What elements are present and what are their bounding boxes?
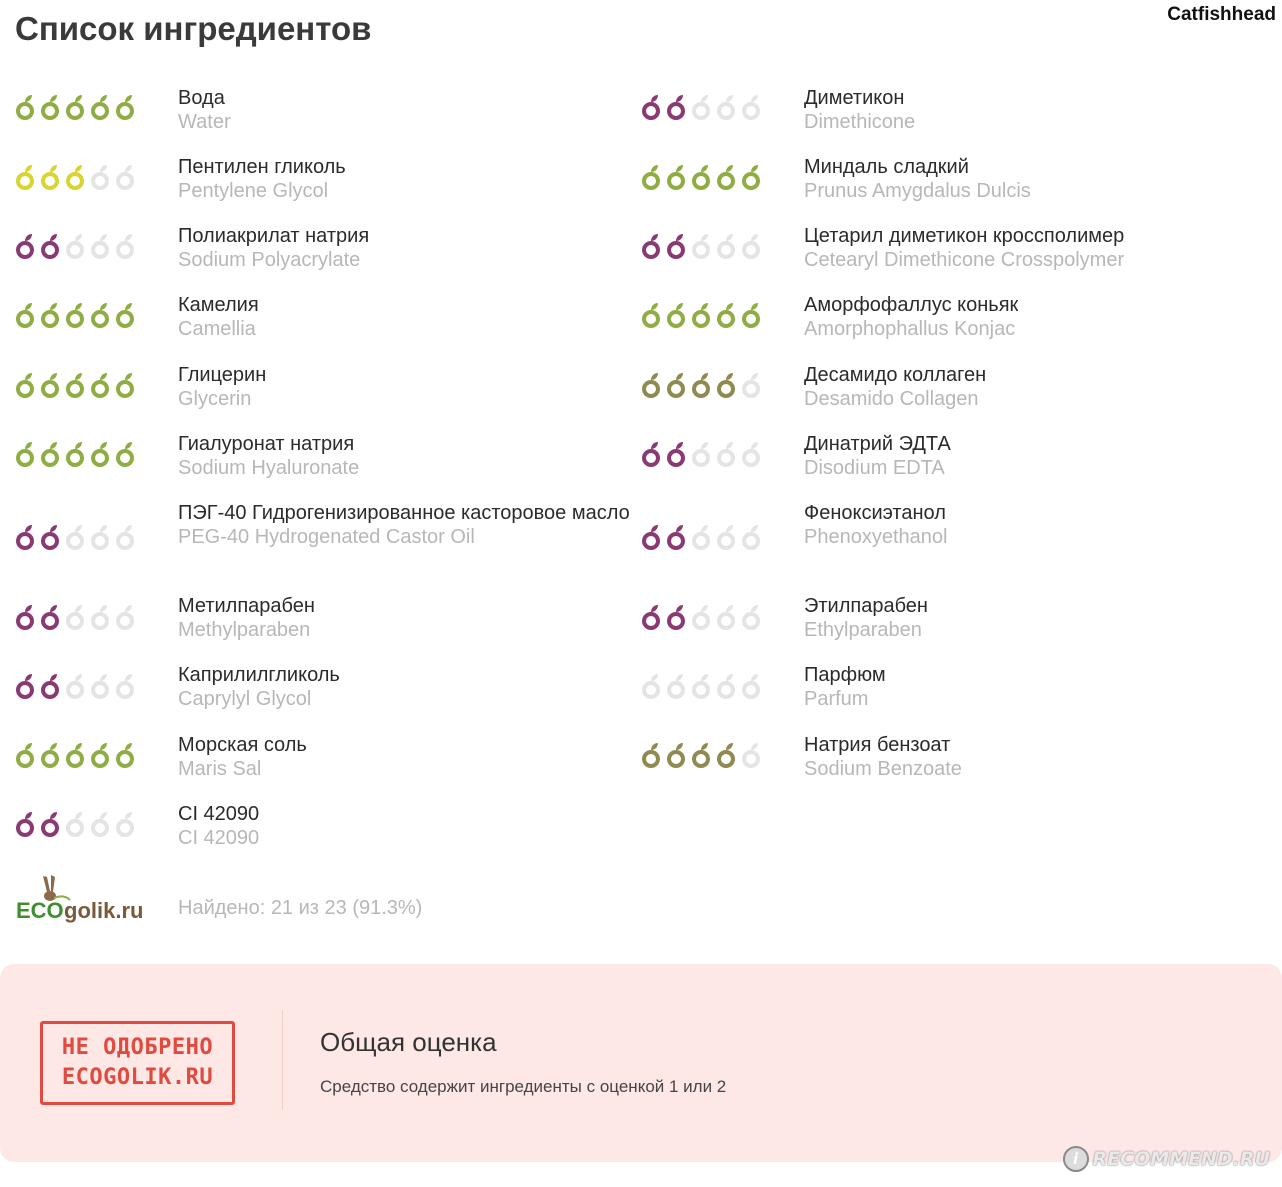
rating-drop-filled-icon <box>64 441 86 467</box>
rating-drop-empty-icon <box>715 94 737 120</box>
rating-drop-filled-icon <box>39 742 61 768</box>
recommend-logo-icon: i <box>1063 1146 1089 1172</box>
rating-drop-empty-icon <box>740 372 762 398</box>
ingredient-names <box>178 86 638 134</box>
rating-drops <box>640 604 762 630</box>
rating-drop-empty-icon <box>740 94 762 120</box>
rating-drop-filled-icon <box>39 233 61 259</box>
ecogolik-logo[interactable] <box>14 872 156 924</box>
rating-drop-filled-icon <box>665 604 687 630</box>
rating-drops <box>14 811 136 837</box>
rating-drop-filled-icon <box>89 302 111 328</box>
rating-drops <box>14 233 136 259</box>
rating-drops <box>640 372 762 398</box>
rating-drop-filled-icon <box>14 302 36 328</box>
rating-drop-empty-icon <box>740 441 762 467</box>
rating-drop-empty-icon <box>89 524 111 550</box>
rating-drop-empty-icon <box>740 742 762 768</box>
rating-drop-filled-icon <box>14 372 36 398</box>
rating-drop-empty-icon <box>64 604 86 630</box>
ingredient-name-ru[interactable]: Гиалуронат натрия <box>178 433 355 455</box>
rating-drop-filled-icon <box>89 441 111 467</box>
rating-drop-filled-icon <box>14 164 36 190</box>
ingredient-name-ru[interactable]: Морская соль <box>178 734 307 756</box>
rating-drop-empty-icon <box>715 524 737 550</box>
rating-drop-filled-icon <box>690 372 712 398</box>
rating-drops <box>14 164 136 190</box>
rating-drop-filled-icon <box>39 302 61 328</box>
rating-drop-empty-icon <box>114 811 136 837</box>
rating-drop-filled-icon <box>114 302 136 328</box>
ingredient-name-en: Sodium Polyacrylate <box>178 249 361 271</box>
rating-drop-filled-icon <box>39 164 61 190</box>
rating-drop-filled-icon <box>39 524 61 550</box>
rating-drop-filled-icon <box>64 742 86 768</box>
page-title: Список ингредиентов <box>15 10 372 47</box>
recommend-watermark-text: RECOMMEND.RU <box>1092 1148 1270 1170</box>
svg-text:golik.ru: golik.ru <box>64 898 144 923</box>
rating-drops <box>14 372 136 398</box>
ingredient-name-en: Maris Sal <box>178 758 262 780</box>
rating-drop-empty-icon <box>715 673 737 699</box>
rating-drop-filled-icon <box>640 524 662 550</box>
rating-drop-filled-icon <box>715 372 737 398</box>
ingredient-name-ru[interactable]: Парфюм <box>804 664 886 686</box>
rating-drop-filled-icon <box>114 441 136 467</box>
ingredient-name-en: Dimethicone <box>804 111 916 133</box>
rating-drop-filled-icon <box>39 673 61 699</box>
rating-drop-filled-icon <box>690 742 712 768</box>
ingredient-names <box>804 155 1264 203</box>
ingredient-names <box>178 155 638 203</box>
ingredient-names <box>178 224 638 272</box>
rating-drops <box>14 673 136 699</box>
rating-drop-empty-icon <box>690 233 712 259</box>
rating-drops <box>14 302 136 328</box>
ingredient-names <box>178 663 638 711</box>
rating-drop-filled-icon <box>715 164 737 190</box>
ingredient-names <box>804 501 1264 549</box>
rating-drop-filled-icon <box>14 673 36 699</box>
rating-drop-empty-icon <box>740 233 762 259</box>
rating-drop-empty-icon <box>740 524 762 550</box>
ingredient-name-en: Pentylene Glycol <box>178 180 329 202</box>
rating-drop-empty-icon <box>640 673 662 699</box>
rating-drop-empty-icon <box>740 673 762 699</box>
rating-drop-empty-icon <box>690 441 712 467</box>
rating-drop-empty-icon <box>690 604 712 630</box>
ingredient-names <box>178 363 638 411</box>
rating-drop-filled-icon <box>114 372 136 398</box>
rating-drop-filled-icon <box>14 742 36 768</box>
rating-drop-filled-icon <box>14 441 36 467</box>
recommend-watermark <box>1063 1146 1270 1172</box>
rating-drops <box>640 302 762 328</box>
rating-drop-filled-icon <box>89 742 111 768</box>
summary-panel <box>0 964 1282 1162</box>
rating-drop-empty-icon <box>690 673 712 699</box>
rating-drop-empty-icon <box>64 673 86 699</box>
ingredient-name-ru[interactable]: ПЭГ-40 Гидрогенизированное касторовое масло <box>178 502 630 524</box>
ingredient-names <box>804 733 1264 781</box>
ingredient-name-en: Ethylparaben <box>804 619 922 641</box>
found-count: Найдено: 21 из 23 (91.3%) <box>178 897 423 919</box>
ingredient-name-ru[interactable]: Аморфофаллус коньяк <box>804 294 1019 316</box>
ingredient-names <box>804 86 1264 134</box>
ingredient-name-ru[interactable]: Глицерин <box>178 364 267 386</box>
rating-drops <box>640 441 762 467</box>
rating-drops <box>640 164 762 190</box>
ingredient-name-ru[interactable]: Феноксиэтанол <box>804 502 946 524</box>
rating-drops <box>14 604 136 630</box>
rating-drop-filled-icon <box>64 372 86 398</box>
rating-drop-filled-icon <box>640 742 662 768</box>
rating-drop-filled-icon <box>665 302 687 328</box>
rating-drop-filled-icon <box>14 604 36 630</box>
rating-drop-filled-icon <box>64 302 86 328</box>
rating-drops <box>14 94 136 120</box>
ingredient-name-ru[interactable]: Диметикон <box>804 87 905 109</box>
rating-drop-filled-icon <box>665 742 687 768</box>
rating-drops <box>640 742 762 768</box>
ingredient-name-en: Sodium Hyaluronate <box>178 457 360 479</box>
author-watermark: Catfishhead <box>1167 4 1276 25</box>
rating-drop-filled-icon <box>690 164 712 190</box>
rating-drop-empty-icon <box>89 673 111 699</box>
rating-drop-filled-icon <box>39 441 61 467</box>
rating-drop-empty-icon <box>715 233 737 259</box>
ingredient-name-ru[interactable]: Десамидо коллаген <box>804 364 987 386</box>
ingredient-name-en: Water <box>178 111 231 133</box>
ingredient-name-ru[interactable]: Цетарил диметикон кроссполимер <box>804 225 1125 247</box>
ingredient-name-en: Camellia <box>178 318 256 340</box>
ingredient-name-ru[interactable]: Миндаль сладкий <box>804 156 969 178</box>
rating-drop-filled-icon <box>39 811 61 837</box>
ingredient-name-ru[interactable]: Полиакрилат натрия <box>178 225 370 247</box>
divider <box>282 1010 283 1110</box>
ingredient-name-en: Sodium Benzoate <box>804 758 962 780</box>
rating-drop-empty-icon <box>665 673 687 699</box>
rating-drop-empty-icon <box>740 604 762 630</box>
rating-drop-empty-icon <box>114 673 136 699</box>
rating-drop-filled-icon <box>640 604 662 630</box>
rating-drop-filled-icon <box>114 742 136 768</box>
rating-drop-filled-icon <box>665 372 687 398</box>
ingredient-names <box>804 224 1264 272</box>
ingredient-names <box>804 363 1264 411</box>
stamp-line-1: НЕ ОДОБРЕНО <box>61 1035 214 1060</box>
ingredient-name-en: Disodium EDTA <box>804 457 945 479</box>
rating-drop-filled-icon <box>715 302 737 328</box>
rating-drop-filled-icon <box>64 164 86 190</box>
ingredient-names <box>804 293 1264 341</box>
rating-drop-filled-icon <box>740 302 762 328</box>
ingredient-name-ru[interactable]: Этилпарабен <box>804 595 928 617</box>
ingredient-name-ru[interactable]: Динатрий ЭДТА <box>804 433 951 455</box>
rating-drop-empty-icon <box>114 604 136 630</box>
ingredient-name-en: Caprylyl Glycol <box>178 688 312 710</box>
ingredient-names <box>804 663 1264 711</box>
ingredient-name-en: PEG-40 Hydrogenated Castor Oil <box>178 526 475 548</box>
ingredient-names <box>178 802 638 850</box>
rating-drop-filled-icon <box>14 233 36 259</box>
rating-drop-empty-icon <box>114 524 136 550</box>
ingredient-names <box>178 293 638 341</box>
ingredient-name-en: Prunus Amygdalus Dulcis <box>804 180 1031 202</box>
rating-drop-empty-icon <box>690 524 712 550</box>
ingredient-names <box>178 432 638 480</box>
ingredient-name-ru[interactable]: Метилпарабен <box>178 595 315 617</box>
ingredient-name-ru[interactable]: Пентилен гликоль <box>178 156 346 178</box>
svg-text:ECO: ECO <box>16 898 64 923</box>
ingredient-names <box>804 594 1264 642</box>
rating-drops <box>14 742 136 768</box>
ingredient-name-en: Cetearyl Dimethicone Crosspolymer <box>804 249 1125 271</box>
rating-drop-filled-icon <box>740 164 762 190</box>
rating-drop-empty-icon <box>89 233 111 259</box>
summary-text: Средство содержит ингредиенты с оценкой 1 или 2 <box>320 1077 727 1096</box>
stamp-line-2: ECOGOLIK.RU <box>61 1065 214 1090</box>
rating-drop-filled-icon <box>39 372 61 398</box>
ingredient-name-ru[interactable]: Вода <box>178 87 225 109</box>
ingredient-name-en: Phenoxyethanol <box>804 526 948 548</box>
rating-drop-empty-icon <box>64 524 86 550</box>
rating-drop-empty-icon <box>64 811 86 837</box>
rating-drop-filled-icon <box>14 94 36 120</box>
ingredient-name-en: Glycerin <box>178 388 252 410</box>
rating-drop-filled-icon <box>665 164 687 190</box>
ingredient-names <box>804 432 1264 480</box>
rating-drop-filled-icon <box>640 441 662 467</box>
ingredient-name-en: CI 42090 <box>178 827 260 849</box>
rating-drops <box>640 673 762 699</box>
ingredient-name-en: Methylparaben <box>178 619 311 641</box>
rating-drop-filled-icon <box>39 604 61 630</box>
rating-drop-filled-icon <box>640 233 662 259</box>
ingredient-name-ru[interactable]: Натрия бензоат <box>804 734 951 756</box>
summary-title: Общая оценка <box>320 1027 497 1057</box>
ingredient-names <box>178 594 638 642</box>
rating-drop-filled-icon <box>640 164 662 190</box>
rating-drop-filled-icon <box>14 524 36 550</box>
not-approved-stamp <box>40 1021 235 1105</box>
ingredient-name-ru[interactable]: Камелия <box>178 294 259 316</box>
rating-drop-filled-icon <box>665 233 687 259</box>
rating-drop-empty-icon <box>690 94 712 120</box>
ingredient-name-en: Amorphophallus Konjac <box>804 318 1016 340</box>
rating-drop-filled-icon <box>665 441 687 467</box>
rating-drops <box>14 524 136 550</box>
rating-drop-empty-icon <box>715 604 737 630</box>
rating-drop-filled-icon <box>89 372 111 398</box>
ingredient-name-ru[interactable]: Каприлилгликоль <box>178 664 340 686</box>
ingredient-name-en: Desamido Collagen <box>804 388 979 410</box>
rating-drop-empty-icon <box>114 233 136 259</box>
rating-drop-filled-icon <box>640 372 662 398</box>
rating-drops <box>640 524 762 550</box>
ingredient-name-en: Parfum <box>804 688 869 710</box>
rating-drop-empty-icon <box>89 604 111 630</box>
rating-drop-empty-icon <box>64 233 86 259</box>
rating-drop-filled-icon <box>114 94 136 120</box>
rating-drop-filled-icon <box>665 524 687 550</box>
rating-drop-filled-icon <box>640 94 662 120</box>
rating-drop-filled-icon <box>690 302 712 328</box>
rating-drop-filled-icon <box>89 94 111 120</box>
rating-drop-empty-icon <box>114 164 136 190</box>
rating-drop-filled-icon <box>715 742 737 768</box>
rating-drop-empty-icon <box>89 164 111 190</box>
rating-drops <box>640 233 762 259</box>
rating-drop-filled-icon <box>64 94 86 120</box>
rating-drop-filled-icon <box>39 94 61 120</box>
rating-drop-filled-icon <box>665 94 687 120</box>
rating-drop-filled-icon <box>14 811 36 837</box>
ingredient-names <box>178 501 638 549</box>
rating-drop-filled-icon <box>640 302 662 328</box>
rating-drop-empty-icon <box>89 811 111 837</box>
ingredient-name-ru[interactable]: CI 42090 <box>178 803 260 825</box>
rating-drops <box>640 94 762 120</box>
ingredient-names <box>178 733 638 781</box>
rating-drop-empty-icon <box>715 441 737 467</box>
rating-drops <box>14 441 136 467</box>
